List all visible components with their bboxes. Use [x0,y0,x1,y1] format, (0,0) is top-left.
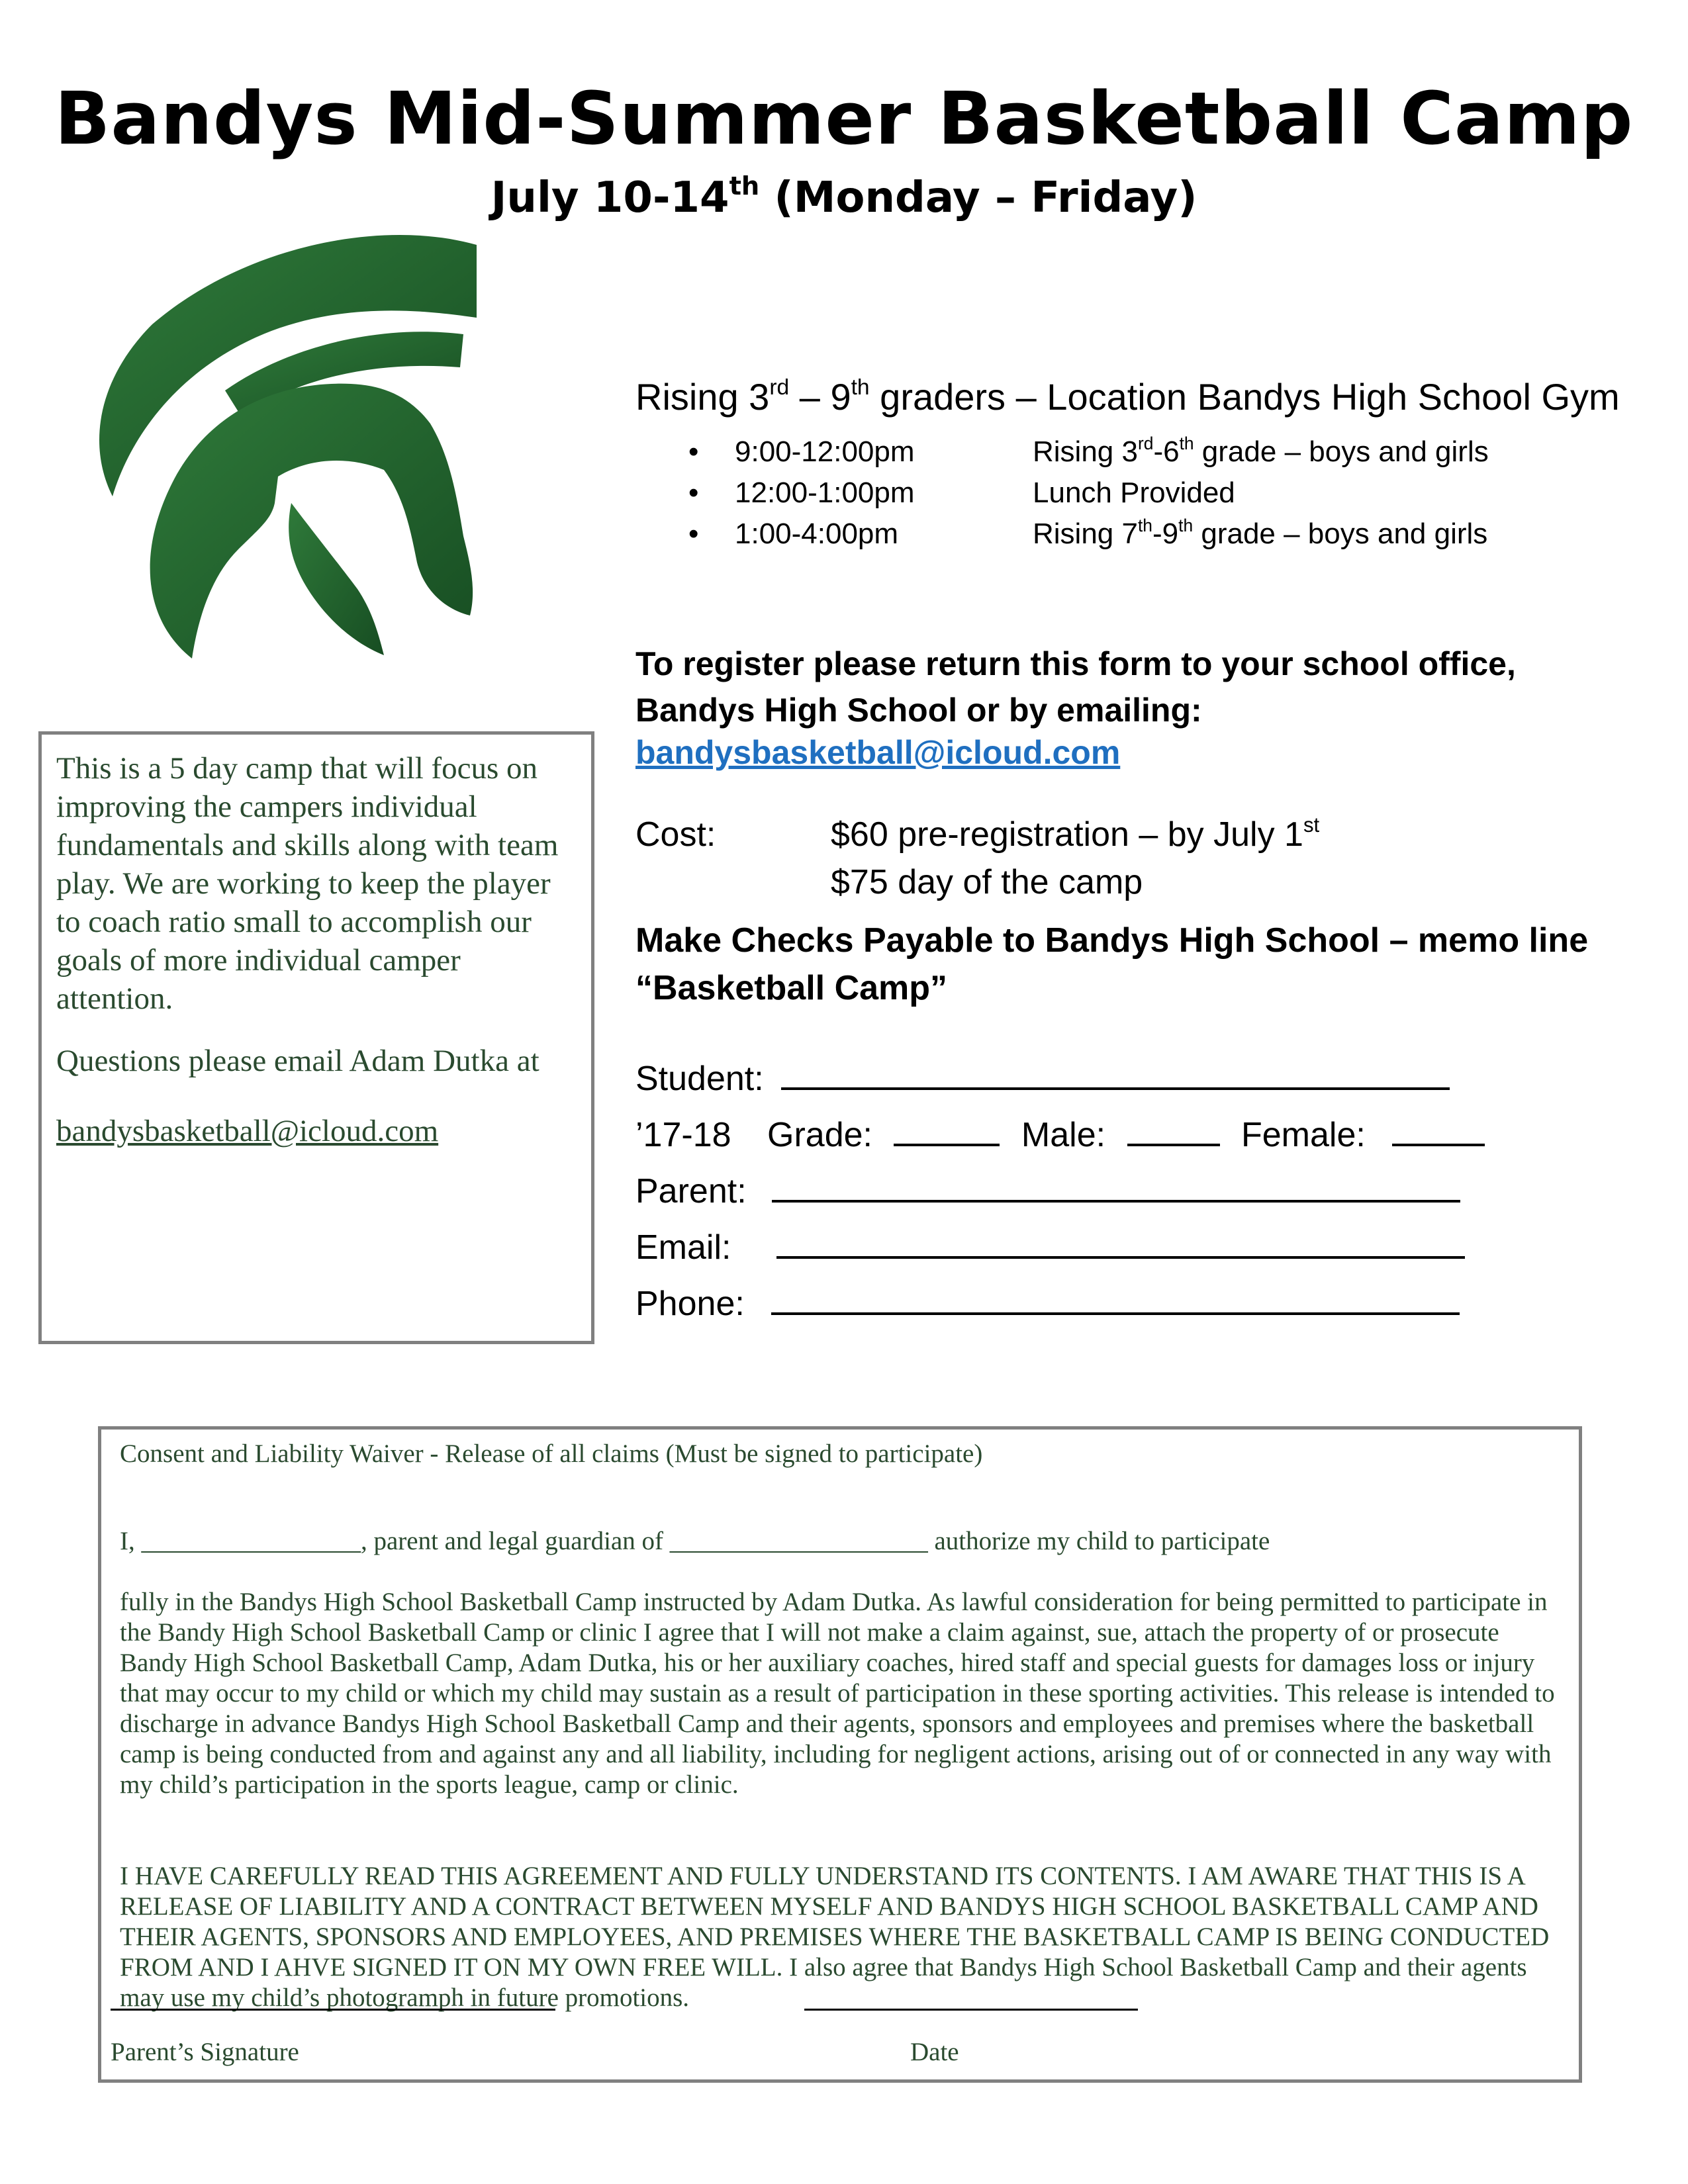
day-of-price: $75 day of the camp [831,863,1143,901]
student-label: Student: [635,1060,764,1098]
date-suffix: st [1303,813,1320,837]
grades-text: Rising 3 [635,376,770,418]
desc-text: Rising 7 [1033,518,1138,550]
camp-description-box [38,731,594,1344]
location-text: graders – Location Bandys High School Gym [869,376,1620,418]
waiver-paragraph: fully in the Bandys High School Basketball Camp instructed by Adam Dutka. As lawful consideration for being permitted to participate in the Bandy High School Basketball Camp or clinic I agree that I will not make a claim against, sue, attach the property of or prosecute Bandy High School Basketball Camp, Adam Dutka, his or her auxiliary coaches, hired staff and special guests for damages loss or injury that may occur to my child or which my child may sustain as a result of participation in these sporting activities. This release is intended to discharge in advance Bandys High School Basketball Camp and their agents, sponsors and employees and premises where the basketball camp is being conducted from and against any and all liability, including for negligent actions, arising out of or connected in any way with my child’s participation in the sports league, camp or clinic. [120,1588,1555,1799]
camp-dates [0,173,1688,222]
bullet-icon: • [688,477,699,509]
phone-row [635,1277,1460,1330]
female-field[interactable] [1392,1109,1485,1146]
parent-field[interactable] [772,1165,1460,1203]
schedule-item [635,432,1628,473]
bullet-icon: • [688,518,699,550]
register-instructions: To register please return this form to your school office, Bandys High School or by emailing: [635,645,1516,729]
school-year-label: ’17-18 [635,1116,731,1154]
male-field[interactable] [1127,1109,1220,1146]
schedule-time: 1:00-4:00pm [735,518,899,550]
grade-suffix: rd [769,375,790,400]
student-field[interactable] [781,1053,1450,1090]
schedule-desc [1033,432,1489,473]
schedule-list [635,432,1628,555]
desc-text: Lunch Provided [1033,477,1235,509]
waiver-body [120,1496,1570,2044]
desc-text: -6 [1153,435,1180,468]
grade-field[interactable] [894,1109,1000,1146]
grade-suffix: th [851,375,870,400]
desc-text: -9 [1152,518,1179,550]
camp-info [635,371,1628,555]
parent-label: Parent: [635,1172,747,1210]
spartan-helmet-logo [73,218,503,668]
date-label: Date [910,2038,959,2066]
schedule-item [635,473,1628,514]
female-label: Female: [1241,1116,1366,1154]
email-row [635,1221,1465,1274]
camp-description: This is a 5 day camp that will focus on improving the campers individual fundamentals and skills along with team play. We are working to keep the player to coach ratio small to accomplish our goals of more individual camper attention. [56,751,559,1016]
register-email-link[interactable]: bandysbasketball@icloud.com [635,734,1121,771]
schedule-desc [1033,473,1235,514]
student-row [635,1052,1450,1105]
signature-line[interactable] [111,2009,555,2011]
male-label: Male: [1021,1116,1106,1154]
signature-label: Parent’s Signature [111,2038,299,2066]
desc-text: grade – boys and girls [1194,435,1489,468]
schedule-time: 12:00-1:00pm [735,477,915,509]
email-field[interactable] [776,1222,1465,1259]
page-title: Bandys Mid-Summer Basketball Camp [54,76,1634,161]
dates-text: July 10-14 [491,173,729,222]
grade-suffix: rd [1137,433,1154,453]
desc-text: Rising 3 [1033,435,1138,468]
liability-waiver-box [98,1426,1582,2083]
phone-label: Phone: [635,1285,745,1323]
questions-text: Questions please email Adam Dutka at [56,1044,539,1078]
cost-label: Cost: [635,815,716,854]
schedule-desc [1033,514,1487,555]
grade-gender-row [635,1109,1485,1161]
waiver-title: Consent and Liability Waiver - Release of all claims (Must be signed to participate) [120,1439,983,1468]
email-label: Email: [635,1228,731,1267]
parent-row [635,1165,1460,1218]
bullet-icon: • [688,435,699,468]
days-text: (Monday – Friday) [759,173,1197,222]
checks-payable: Make Checks Payable to Bandys High School – memo line “Basketball Camp” [635,921,1589,1007]
date-line[interactable] [804,2009,1138,2011]
schedule-time: 9:00-12:00pm [735,435,915,468]
grade-label: Grade: [767,1116,872,1154]
grade-suffix: th [1137,515,1152,535]
grades-text: – 9 [789,376,851,418]
waiver-caps-paragraph: I HAVE CAREFULLY READ THIS AGREEMENT AND FULLY UNDERSTAND ITS CONTENTS. I AM AWARE THAT THIS IS A RELEASE OF LIABILITY AND A CONTRACT BETWEEN MYSELF AND BANDYS HIGH SCHOOL BASKETBALL CAMP AND THEIR AGENTS, SPONSORS AND EMPLOYEES, AND PREMISES WHERE THE BASKETBALL CAMP IS BEING CONDUCTED FROM AND I AHVE SIGNED IT ON MY OWN FREE WILL. I also agree that Bandys High School Basketball Camp and their agents may use my child’s photogramph in future promotions. [120,1862,1550,2012]
grade-suffix: th [1179,433,1194,453]
phone-field[interactable] [771,1278,1460,1315]
grade-suffix: th [1178,515,1194,535]
desc-text: grade – boys and girls [1193,518,1488,550]
contact-email-link[interactable]: bandysbasketball@icloud.com [56,1114,439,1148]
dates-suffix: th [729,171,760,201]
pre-registration-price [831,811,1319,858]
price-text: $60 pre-registration – by July 1 [831,815,1303,854]
schedule-item [635,514,1628,555]
grades-location [635,371,1628,424]
waiver-line-1: I, _________________, parent and legal guardian of ____________________ authorize my child to participate [120,1527,1270,1555]
